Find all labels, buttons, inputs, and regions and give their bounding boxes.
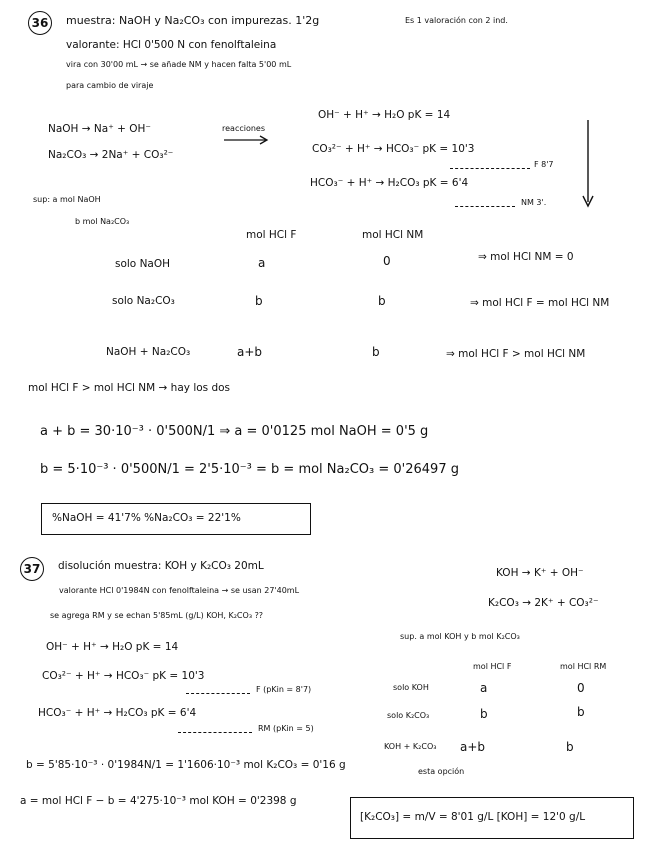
p37-row2-rm: b [577, 705, 585, 719]
p36-line1-note: Es 1 valoración con 2 ind. [405, 16, 508, 25]
p37-equation-a: a = mol HCl F − b = 4'275·10⁻³ mol KOH = 0'2398 g [20, 795, 297, 807]
p36-row1-f: a [258, 256, 266, 270]
p37-result-box [350, 797, 634, 839]
p36-row1-label: solo NaOH [115, 258, 171, 270]
p36-reaction3: HCO₃⁻ + H⁺ → H₂CO₃ pK = 6'4 [310, 177, 469, 189]
p37-reaction1: OH⁻ + H⁺ → H₂O pK = 14 [46, 641, 179, 653]
p36-line3: vira con 30'00 mL → se añade NM y hacen falta 5'00 mL [66, 60, 292, 69]
p37-equation-b: b = 5'85·10⁻³ · 0'1984N/1 = 1'1606·10⁻³ mol K₂CO₃ = 0'16 g [26, 759, 346, 771]
p36-row3-nm: b [372, 345, 380, 359]
p36-sup1: sup: a mol NaOH [33, 195, 101, 204]
p37-row2-f: b [480, 707, 488, 721]
p37-result: [K₂CO₃] = m/V = 8'01 g/L [KOH] = 12'0 g/L [360, 811, 586, 823]
p36-reacciones-label: reacciones [222, 124, 266, 133]
p37-reaction3: HCO₃⁻ + H⁺ → H₂CO₃ pK = 6'4 [38, 707, 197, 719]
p36-reaction1: OH⁻ + H⁺ → H₂O pK = 14 [318, 109, 451, 121]
p36-dissoc-na2co3: Na₂CO₃ → 2Na⁺ + CO₃²⁻ [48, 149, 174, 161]
p37-indicator-rm: RM (pKin = 5) [258, 724, 314, 733]
p37-line1: disolución muestra: KOH y K₂CO₃ 20mL [58, 560, 264, 572]
p36-equation-a: a + b = 30·10⁻³ · 0'500N/1 ⇒ a = 0'0125 mol NaOH = 0'5 g [40, 424, 429, 439]
p37-line2: valorante HCl 0'1984N con fenolftaleina → se usan 27'40mL [59, 586, 300, 595]
p36-row3-result: ⇒ mol HCl F > mol HCl NM [446, 348, 586, 360]
p36-row3-label: NaOH + Na₂CO₃ [106, 346, 191, 358]
p36-line2: valorante: HCl 0'500 N con fenolftaleina [66, 39, 277, 51]
p36-header-nm: mol HCl NM [362, 229, 424, 241]
p37-row3-label: KOH + K₂CO₃ [384, 742, 437, 751]
p37-header-f: mol HCl F [473, 662, 512, 671]
p36-indicator-line-f [450, 168, 530, 169]
p37-line3: se agrega RM y se echan 5'85mL (g/L) KOH, K₂CO₃ ?? [50, 611, 264, 620]
p37-row3-rm: b [566, 740, 574, 754]
p36-line1: muestra: NaOH y Na₂CO₃ con impurezas. 1'2g [66, 14, 320, 27]
p36-row1-result: ⇒ mol HCl NM = 0 [478, 251, 574, 263]
p37-reaction2: CO₃²⁻ + H⁺ → HCO₃⁻ pK = 10'3 [42, 670, 205, 682]
p37-row1-f: a [480, 681, 488, 695]
p36-conclusion: mol HCl F > mol HCl NM → hay los dos [28, 382, 231, 394]
p37-option-note: esta opción [418, 767, 465, 776]
p36-equation-b: b = 5·10⁻³ · 0'500N/1 = 2'5·10⁻³ = b = mol Na₂CO₃ = 0'26497 g [40, 462, 459, 477]
reacciones-arrow-icon [222, 134, 272, 146]
p37-indicator-line-rm [178, 732, 252, 733]
p36-row2-result: ⇒ mol HCl F = mol HCl NM [470, 297, 610, 309]
p36-indicator-line-nm [455, 206, 515, 207]
p36-dissoc-naoh: NaOH → Na⁺ + OH⁻ [48, 123, 151, 135]
p36-sup2: b mol Na₂CO₃ [75, 217, 130, 226]
p36-row3-f: a+b [237, 345, 263, 359]
p36-result-box [41, 503, 311, 535]
p36-result: %NaOH = 41'7% %Na₂CO₃ = 22'1% [52, 512, 241, 524]
p37-dissoc-koh: KOH → K⁺ + OH⁻ [496, 567, 584, 579]
p37-row2-label: solo K₂CO₃ [387, 711, 430, 720]
p36-reaction2: CO₃²⁻ + H⁺ → HCO₃⁻ pK = 10'3 [312, 143, 475, 155]
p36-row2-nm: b [378, 294, 386, 308]
p36-row1-nm: 0 [383, 254, 391, 268]
p37-row1-label: solo KOH [393, 683, 429, 692]
p37-dissoc-k2co3: K₂CO₃ → 2K⁺ + CO₃²⁻ [488, 597, 599, 609]
p36-header-f: mol HCl F [246, 229, 297, 241]
p37-sup: sup. a mol KOH y b mol K₂CO₃ [400, 632, 520, 641]
problem-36-number: 36 [28, 11, 52, 35]
p37-row3-f: a+b [460, 740, 486, 754]
p37-indicator-line-f [186, 693, 250, 694]
problem-37-number: 37 [20, 557, 44, 581]
p36-row2-f: b [255, 294, 263, 308]
titration-progress-arrow-icon [580, 118, 596, 210]
p37-header-rm: mol HCl RM [560, 662, 607, 671]
p36-row2-label: solo Na₂CO₃ [112, 295, 175, 307]
p36-indicator-f: F 8'7 [534, 160, 554, 169]
p36-indicator-nm: NM 3'. [521, 198, 547, 207]
p37-indicator-f: F (pKin = 8'7) [256, 685, 312, 694]
p37-row1-rm: 0 [577, 681, 585, 695]
p36-line4: para cambio de viraje [66, 81, 154, 90]
